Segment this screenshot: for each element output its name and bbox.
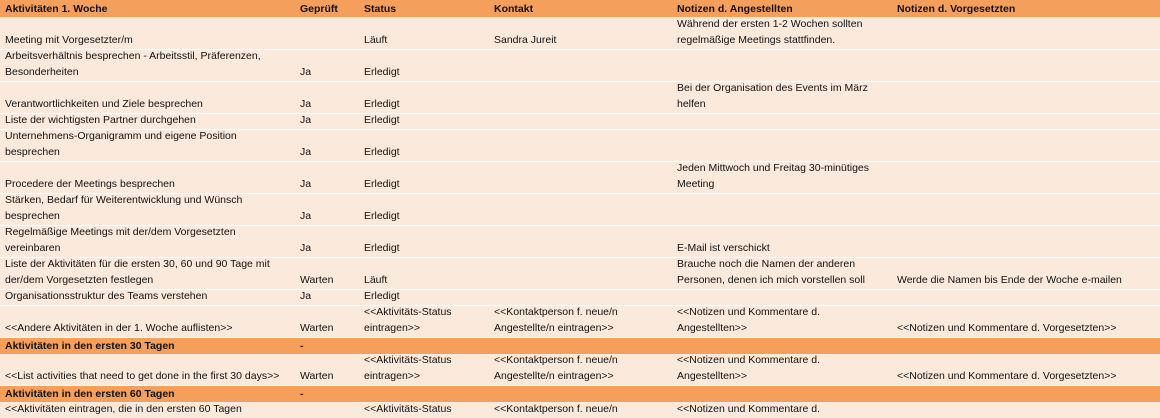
section-title[interactable]: Aktivitäten in den ersten 60 Tagen	[5, 388, 175, 400]
cell-checked[interactable]: Ja	[300, 290, 312, 302]
cell-status[interactable]: <<Aktivitäts-Status eintragen>>	[364, 354, 452, 382]
table-row	[0, 17, 1160, 50]
cell-checked[interactable]: Warten	[300, 322, 334, 334]
cell-contact[interactable]	[494, 258, 677, 289]
cell-activity[interactable]: Stärken, Bedarf für Weiterentwicklung und Wünsch besprechen	[5, 194, 243, 222]
cell-activity[interactable]: Regelmäßige Meetings mit der/dem Vorgesetzten vereinbaren	[5, 226, 236, 254]
cell-status[interactable]: Läuft	[364, 274, 388, 286]
cell-supervisor-notes[interactable]	[897, 162, 1160, 193]
cell-status[interactable]: <<Aktivitäts-Status eintragen>>	[364, 306, 452, 334]
cell-employee-notes[interactable]: <<Notizen und Kommentare d. Angestellten>>	[677, 354, 821, 382]
cell-status[interactable]: Erledigt	[364, 290, 400, 302]
header-employee-notes[interactable]: Notizen d. Angestellten	[677, 2, 793, 15]
cell-employee-notes[interactable]: Während der ersten 1-2 Wochen sollten regelmäßige Meetings stattfinden.	[677, 18, 863, 46]
section-header-60-days	[0, 386, 1160, 402]
cell-checked[interactable]: Ja	[300, 242, 312, 254]
cell-supervisor-notes[interactable]	[897, 50, 1160, 81]
cell-status[interactable]: Erledigt	[364, 146, 400, 158]
cell-status[interactable]: Erledigt	[364, 242, 400, 254]
cell-status[interactable]: <<Aktivitäts-Status	[364, 403, 452, 415]
cell-contact[interactable]	[494, 194, 677, 225]
table-row	[0, 130, 1160, 162]
cell-employee-notes[interactable]: <<Notizen und Kommentare d. Angestellten>>	[677, 306, 821, 334]
cell-checked[interactable]: Ja	[300, 66, 312, 78]
cell-activity[interactable]: Meeting mit Vorgesetzter/m	[5, 34, 133, 46]
section-title[interactable]: Aktivitäten in den ersten 30 Tagen	[5, 340, 175, 352]
header-activities[interactable]: Aktivitäten 1. Woche	[5, 2, 108, 15]
table-row	[0, 162, 1160, 194]
header-supervisor-notes[interactable]: Notizen d. Vorgesetzten	[897, 2, 1016, 15]
header-contact[interactable]: Kontakt	[494, 2, 534, 15]
cell-employee-notes[interactable]: <<Notizen und Kommentare d.	[677, 403, 821, 415]
table-row	[0, 82, 1160, 114]
section-dash[interactable]: -	[300, 388, 304, 400]
cell-employee-notes[interactable]: E-Mail ist verschickt	[677, 242, 770, 254]
header-row	[0, 0, 1160, 17]
cell-contact[interactable]: <<Kontaktperson f. neue/n Angestellte/n eintragen>>	[494, 306, 618, 334]
cell-contact[interactable]	[494, 130, 677, 161]
cell-activity[interactable]: Unternehmens-Organigramm und eigene Position besprechen	[5, 130, 237, 158]
cell-contact[interactable]	[494, 162, 677, 193]
cell-status[interactable]: Erledigt	[364, 210, 400, 222]
cell-supervisor-notes[interactable]: <<Notizen und Kommentare d. Vorgesetzten>>	[897, 370, 1117, 382]
cell-status[interactable]: Erledigt	[364, 178, 400, 190]
cell-checked[interactable]: Ja	[300, 146, 312, 158]
cell-checked[interactable]	[300, 17, 364, 49]
table-row	[0, 258, 1160, 290]
cell-checked[interactable]: Ja	[300, 210, 312, 222]
cell-supervisor-notes[interactable]	[897, 114, 1160, 129]
cell-employee-notes[interactable]: Jeden Mittwoch und Freitag 30-minütiges Meeting	[677, 162, 870, 190]
cell-checked[interactable]: Warten	[300, 274, 334, 286]
cell-checked[interactable]: Ja	[300, 178, 312, 190]
cell-supervisor-notes[interactable]	[897, 290, 1160, 305]
cell-activity[interactable]: Liste der wichtigsten Partner durchgehen	[5, 114, 196, 126]
cell-contact[interactable]	[494, 226, 677, 257]
cell-activity[interactable]: <<Andere Aktivitäten in der 1. Woche auflisten>>	[5, 322, 233, 334]
cell-employee-notes[interactable]: Bei der Organisation des Events im März helfen	[677, 82, 868, 110]
table-row	[0, 50, 1160, 82]
cell-status[interactable]: Erledigt	[364, 98, 400, 110]
header-status[interactable]: Status	[364, 2, 397, 15]
cell-contact[interactable]: Sandra Jureit	[494, 34, 557, 46]
section-dash[interactable]: -	[300, 340, 304, 352]
cell-activity[interactable]: <<List activities that need to get done in the first 30 days>>	[5, 370, 280, 382]
cell-employee-notes[interactable]: Brauche noch die Namen der anderen Personen, denen ich mich vorstellen soll	[677, 258, 865, 286]
cell-checked[interactable]: Ja	[300, 114, 312, 126]
header-checked[interactable]: Geprüft	[300, 2, 338, 15]
cell-employee-notes[interactable]	[677, 290, 897, 305]
cell-contact[interactable]	[494, 114, 677, 129]
cell-supervisor-notes[interactable]	[897, 17, 1160, 49]
cell-activity[interactable]: Verantwortlichkeiten und Ziele besprechen	[5, 98, 203, 110]
cell-contact[interactable]: <<Kontaktperson f. neue/n Angestellte/n eintragen>>	[494, 354, 618, 382]
cell-employee-notes[interactable]	[677, 130, 897, 161]
cell-supervisor-notes[interactable]	[897, 82, 1160, 113]
cell-activity[interactable]: <<Aktivitäten eintragen, die in den ersten 60 Tagen	[5, 403, 242, 415]
cell-employee-notes[interactable]	[677, 50, 897, 81]
cell-activity[interactable]: Arbeitsverhältnis besprechen - Arbeitsstil, Präferenzen, Besonderheiten	[5, 50, 261, 78]
cell-checked[interactable]: Ja	[300, 98, 312, 110]
cell-employee-notes[interactable]	[677, 194, 897, 225]
table-row	[0, 306, 1160, 338]
table-row	[0, 354, 1160, 386]
table-row	[0, 226, 1160, 258]
cell-contact[interactable]	[494, 290, 677, 305]
cell-employee-notes[interactable]	[677, 114, 897, 129]
cell-contact[interactable]	[494, 50, 677, 81]
cell-supervisor-notes[interactable]	[897, 194, 1160, 225]
cell-activity[interactable]: Liste der Aktivitäten für die ersten 30, 60 und 90 Tage mit der/dem Vorgesetzten festlegen	[5, 258, 270, 286]
cell-activity[interactable]: Procedere der Meetings besprechen	[5, 178, 175, 190]
cell-checked[interactable]: Warten	[300, 370, 334, 382]
cell-status[interactable]: Erledigt	[364, 66, 400, 78]
cell-contact[interactable]	[494, 82, 677, 113]
cell-status[interactable]: Erledigt	[364, 114, 400, 126]
cell-supervisor-notes[interactable]	[897, 226, 1160, 257]
cell-supervisor-notes[interactable]: <<Notizen und Kommentare d. Vorgesetzten>>	[897, 322, 1117, 334]
cell-status[interactable]: Läuft	[364, 34, 388, 46]
cell-supervisor-notes[interactable]: Werde die Namen bis Ende der Woche e-mailen	[897, 274, 1122, 286]
table-row	[0, 194, 1160, 226]
cell-activity[interactable]: Organisationsstruktur des Teams verstehen	[5, 290, 208, 302]
cell-contact[interactable]: <<Kontaktperson f. neue/n	[494, 403, 618, 415]
cell-supervisor-notes[interactable]	[897, 130, 1160, 161]
